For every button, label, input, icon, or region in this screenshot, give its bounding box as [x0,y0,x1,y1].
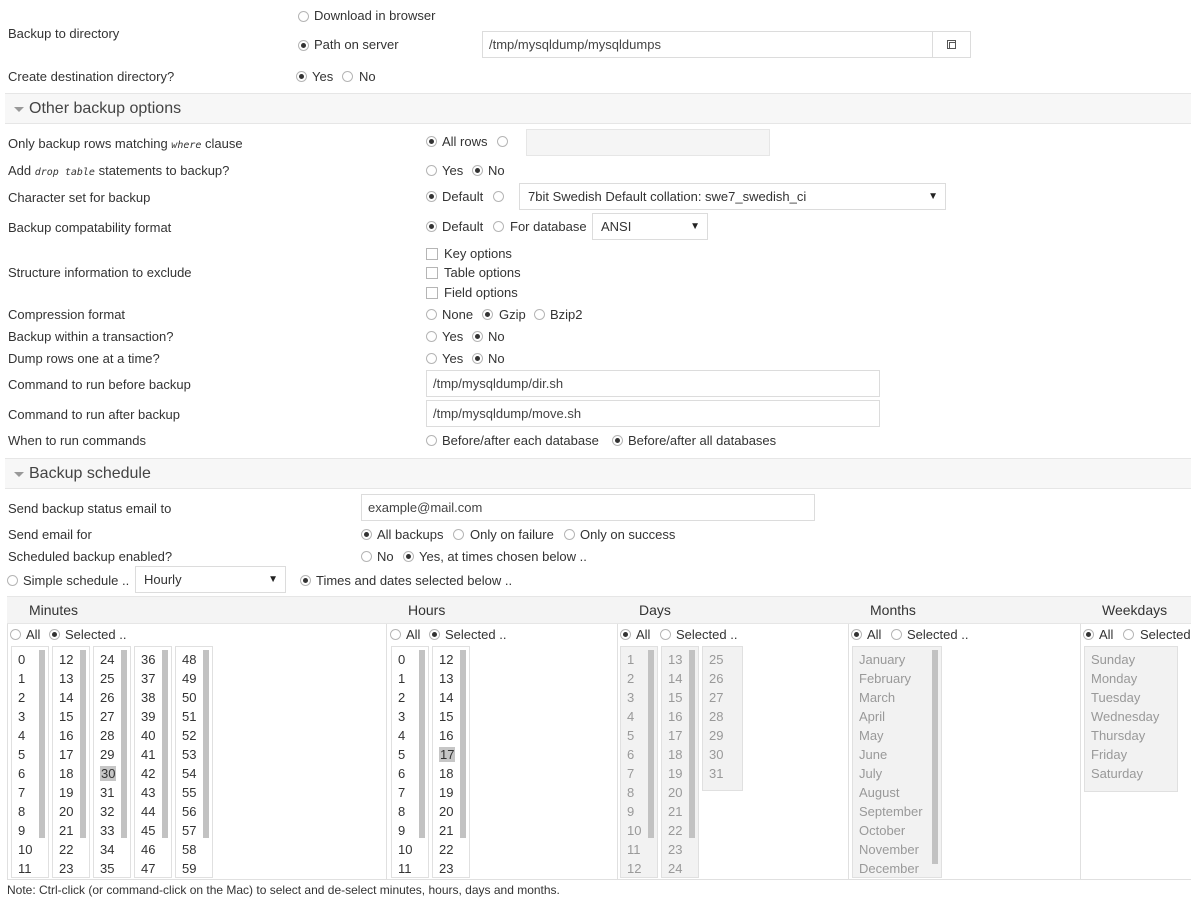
list-option[interactable]: 54 [182,766,197,781]
download-in-browser-label: Download in browser [314,8,436,23]
list-option[interactable]: 11 [18,861,32,876]
dump-rows-no-radio[interactable] [472,353,483,364]
transaction-label: Backup within a transaction? [8,329,174,344]
list-option[interactable]: 22 [59,842,74,857]
list-option[interactable]: 36 [141,652,156,667]
list-option[interactable]: 19 [668,766,683,781]
cmd-after-input[interactable]: /tmp/mysqldump/move.sh [426,400,880,427]
list-option[interactable]: 16 [59,728,74,743]
list-option[interactable]: Sunday [1091,652,1136,667]
table-options-label: Table options [444,265,521,280]
list-option[interactable]: 8 [398,804,406,819]
list-option[interactable]: 4 [18,728,26,743]
list-option[interactable]: March [859,690,896,705]
list-option[interactable]: 9 [18,823,26,838]
dump-rows-label: Dump rows one at a time? [8,351,160,366]
list-option[interactable]: October [859,823,906,838]
list-option[interactable]: 13 [59,671,74,686]
list-option[interactable]: 58 [182,842,197,857]
list-option[interactable]: 5 [627,728,635,743]
charset-default-label: Default [442,189,484,204]
dump-rows-no-label: No [488,351,505,366]
dump-rows-yes-radio[interactable] [426,353,437,364]
list-option[interactable]: June [859,747,888,762]
times-dates-radio[interactable] [300,575,311,586]
list-option[interactable]: 37 [141,671,156,686]
dropdown-arrow-icon: ▼ [928,191,938,202]
minutes-selected-radio[interactable] [49,629,60,640]
list-option[interactable]: 3 [398,709,406,724]
hours-all-label: All [406,627,421,642]
hours-all-radio[interactable] [390,629,401,640]
list-option[interactable]: January [859,652,906,667]
status-email-label: Send backup status email to [8,501,172,516]
list-option[interactable]: 31 [709,766,724,781]
minutes-list-2[interactable] [93,646,131,878]
simple-schedule-select[interactable]: Hourly ▼ [135,566,286,593]
dump-rows-yes-label: Yes [442,351,464,366]
list-option[interactable]: 2 [18,690,26,705]
path-on-server-radio[interactable] [298,40,309,51]
other-options-title: Other backup options [29,100,182,117]
list-option[interactable]: 22 [668,823,683,838]
list-option[interactable]: 15 [439,709,454,724]
list-option[interactable]: May [859,728,884,743]
list-option[interactable]: September [859,804,923,819]
minutes-list-1[interactable] [52,646,90,878]
list-option[interactable]: 44 [141,804,156,819]
list-option[interactable]: 32 [100,804,115,819]
months-all-radio[interactable] [851,629,862,640]
list-option[interactable]: 24 [100,652,115,667]
scheduled-enabled-label: Scheduled backup enabled? [8,549,173,564]
key-options-label: Key options [444,246,512,261]
list-option[interactable]: 57 [182,823,197,838]
transaction-no-label: No [488,329,505,344]
hours-selected-radio[interactable] [429,629,440,640]
send-email-for-label: Send email for [8,527,92,542]
compression-none-label: None [442,307,474,322]
minutes-all-radio[interactable] [10,629,21,640]
compression-label: Compression format [8,307,126,322]
charset-custom-radio[interactable] [493,191,504,202]
list-option[interactable]: 4 [398,728,406,743]
minutes-list-0[interactable] [11,646,49,878]
list-option[interactable]: 29 [709,728,724,743]
scrollbar[interactable] [932,650,938,864]
key-options-checkbox[interactable] [426,248,438,260]
list-option[interactable]: 14 [668,671,683,686]
list-option[interactable]: Wednesday [1091,709,1160,724]
list-option[interactable]: 15 [668,690,683,705]
cmd-after-label: Command to run after backup [8,407,180,422]
list-option[interactable]: 12 [439,652,454,667]
list-option[interactable]: 1 [627,652,635,667]
list-option[interactable]: 6 [398,766,406,781]
field-options-label: Field options [444,285,518,300]
list-option[interactable]: 8 [627,785,635,800]
schedule-no-radio[interactable] [361,551,372,562]
days-list-1[interactable] [661,646,699,878]
charset-label: Character set for backup [8,190,151,205]
where-clause-input[interactable] [526,129,770,156]
list-option[interactable]: 10 [18,842,33,857]
list-option[interactable]: 5 [18,747,26,762]
minutes-list-3[interactable] [134,646,172,878]
list-option[interactable]: 28 [100,728,115,743]
scrollbar[interactable] [460,650,466,838]
list-option[interactable]: 15 [59,709,74,724]
scrollbar[interactable] [162,650,168,838]
drop-table-yes-radio[interactable] [426,165,437,176]
months-all-label: All [867,627,882,642]
months-selected-radio[interactable] [891,629,902,640]
list-option[interactable]: 17 [59,747,74,762]
list-option[interactable]: 10 [627,823,642,838]
list-option[interactable]: 13 [439,671,454,686]
compat-for-database-radio[interactable] [493,221,504,232]
list-option[interactable]: 23 [59,861,74,876]
list-option[interactable]: 39 [141,709,156,724]
backup-schedule-header[interactable] [5,458,1191,489]
download-in-browser-radio[interactable] [298,11,309,22]
list-option[interactable]: 27 [709,690,724,705]
list-option[interactable]: 26 [709,671,724,686]
charset-select[interactable]: 7bit Swedish Default collation: swe7_swedish_ci ▼ [519,183,946,210]
list-option[interactable]: 43 [141,785,156,800]
where-clause-label: Only backup rows matching where clause [8,136,243,151]
list-option[interactable]: 28 [709,709,724,724]
compression-bzip2-label: Bzip2 [550,307,583,322]
list-option[interactable]: 9 [627,804,635,819]
list-option[interactable]: 11 [398,861,412,876]
list-option[interactable]: 27 [100,709,115,724]
list-option[interactable]: 26 [100,690,115,705]
list-option[interactable]: April [859,709,886,724]
list-option[interactable]: 52 [182,728,197,743]
list-option[interactable]: Saturday [1091,766,1144,781]
days-selected-label: Selected .. [676,627,738,642]
all-db-radio[interactable] [612,435,623,446]
transaction-yes-radio[interactable] [426,331,437,342]
scrollbar[interactable] [689,650,695,838]
scrollbar[interactable] [203,650,209,838]
create-dir-no-radio[interactable] [342,71,353,82]
path-on-server-label: Path on server [314,37,399,52]
list-option[interactable]: 3 [627,690,635,705]
minutes-all-label: All [26,627,41,642]
list-option[interactable]: 55 [182,785,197,800]
list-option[interactable]: 1 [18,671,26,686]
list-option[interactable]: 17 [668,728,683,743]
scrollbar[interactable] [419,650,425,838]
schedule-grid-header [7,596,1191,624]
transaction-no-radio[interactable] [472,331,483,342]
list-option[interactable]: 11 [627,842,641,857]
minutes-selected-label: Selected .. [65,627,127,642]
months-selected-label: Selected .. [907,627,969,642]
create-dir-no-label: No [359,69,376,84]
list-option[interactable]: 10 [398,842,413,857]
list-option[interactable]: 29 [100,747,115,762]
list-option[interactable]: 5 [398,747,406,762]
file-chooser-button[interactable] [932,31,971,58]
weekdays-selected-label: Selected [1140,627,1191,642]
list-option[interactable]: November [859,842,919,857]
list-option[interactable]: 2 [627,671,635,686]
list-option[interactable]: 48 [182,652,197,667]
weekdays-selected-radio[interactable] [1123,629,1134,640]
list-option[interactable]: 19 [439,785,454,800]
all-db-label: Before/after all databases [628,433,777,448]
minutes-title: Minutes [29,602,79,618]
list-option[interactable]: 8 [18,804,26,819]
list-option[interactable]: December [859,861,919,876]
list-option[interactable]: 21 [59,823,74,838]
list-option[interactable]: 45 [141,823,156,838]
list-option[interactable]: 0 [18,652,26,667]
list-option[interactable]: 18 [668,747,683,762]
dropdown-arrow-icon: ▼ [268,574,278,585]
only-failure-radio[interactable] [453,529,464,540]
list-option[interactable]: 33 [100,823,115,838]
compat-for-database-label: For database [510,219,587,234]
minutes-list-4[interactable] [175,646,213,878]
list-option[interactable]: 6 [18,766,26,781]
days-all-radio[interactable] [620,629,631,640]
days-title: Days [639,602,671,618]
server-path-input[interactable]: /tmp/mysqldump/mysqldumps [482,31,933,58]
list-option[interactable]: 6 [627,747,635,762]
list-option[interactable]: 47 [141,861,156,876]
schedule-yes-radio[interactable] [403,551,414,562]
list-option[interactable]: 1 [398,671,406,686]
compat-format-select[interactable]: ANSI ▼ [592,213,708,240]
list-option[interactable]: 16 [439,728,454,743]
days-list-2[interactable] [702,646,743,791]
list-option[interactable]: 3 [18,709,26,724]
drop-table-no-label: No [488,163,505,178]
list-option[interactable]: 30 [709,747,724,762]
list-option[interactable]: 4 [627,709,635,724]
scrollbar[interactable] [648,650,654,838]
times-dates-label: Times and dates selected below .. [316,573,513,588]
scrollbar[interactable] [80,650,86,838]
weekdays-all-radio[interactable] [1083,629,1094,640]
schedule-note: Note: Ctrl-click (or command-click on the Mac) to select and de-select minutes, hours, days and months. [7,883,560,897]
list-option[interactable]: 50 [182,690,197,705]
list-option[interactable]: 17 [440,747,455,762]
when-run-label: When to run commands [8,433,147,448]
list-option[interactable]: 7 [627,766,635,781]
weekdays-list[interactable] [1084,646,1178,792]
list-option[interactable]: 25 [100,671,115,686]
list-option[interactable]: Friday [1091,747,1128,762]
list-option[interactable]: 56 [182,804,197,819]
list-option[interactable]: 16 [668,709,683,724]
list-option[interactable]: 19 [59,785,74,800]
list-option[interactable]: 53 [182,747,197,762]
create-destination-label: Create destination directory? [8,69,175,84]
months-list[interactable] [852,646,942,878]
list-option[interactable]: 20 [59,804,74,819]
list-option[interactable]: Tuesday [1091,690,1141,705]
compression-bzip2-radio[interactable] [534,309,545,320]
compat-default-radio[interactable] [426,221,437,232]
list-option[interactable]: 59 [182,861,197,876]
cmd-before-label: Command to run before backup [8,377,191,392]
list-option[interactable]: 14 [439,690,454,705]
list-option[interactable]: 20 [668,785,683,800]
list-option[interactable]: 35 [100,861,115,876]
list-option[interactable]: 42 [141,766,156,781]
each-db-radio[interactable] [426,435,437,446]
hours-title: Hours [408,602,446,618]
list-option[interactable]: 12 [59,652,74,667]
table-options-checkbox[interactable] [426,267,438,279]
compat-default-label: Default [442,219,484,234]
compression-none-radio[interactable] [426,309,437,320]
list-option[interactable]: 23 [439,861,454,876]
days-list-0[interactable] [620,646,658,878]
create-dir-yes-label: Yes [312,69,334,84]
list-option[interactable]: 21 [439,823,454,838]
list-option[interactable]: 9 [398,823,406,838]
list-option[interactable]: 20 [439,804,454,819]
each-db-label: Before/after each database [442,433,599,448]
scrollbar[interactable] [39,650,45,838]
drop-table-no-radio[interactable] [472,165,483,176]
list-option[interactable]: 18 [59,766,74,781]
all-backups-radio[interactable] [361,529,372,540]
weekdays-title: Weekdays [1102,602,1168,618]
hours-list-1[interactable] [432,646,470,878]
list-option[interactable]: 30 [101,766,116,781]
list-option[interactable]: 49 [182,671,197,686]
list-option[interactable]: 14 [59,690,74,705]
only-failure-label: Only on failure [470,527,554,542]
list-option[interactable]: 34 [100,842,115,857]
compression-gzip-label: Gzip [499,307,526,322]
other-options-header[interactable] [5,93,1191,124]
structure-exclude-label: Structure information to exclude [8,265,192,280]
status-email-input[interactable]: example@mail.com [361,494,815,521]
drop-table-label: Add drop table statements to backup? [8,163,230,178]
list-option[interactable]: 24 [668,861,683,876]
cmd-before-input[interactable]: /tmp/mysqldump/dir.sh [426,370,880,397]
list-option[interactable]: 41 [141,747,156,762]
collapse-triangle-icon [14,107,24,112]
compression-gzip-radio[interactable] [482,309,493,320]
dropdown-arrow-icon: ▼ [690,221,700,232]
list-option[interactable]: 13 [668,652,683,667]
compat-format-label: Backup compatability format [8,220,172,235]
list-option[interactable]: 7 [398,785,406,800]
field-options-checkbox[interactable] [426,287,438,299]
where-clause-radio[interactable] [497,136,508,147]
list-option[interactable]: 38 [141,690,156,705]
schedule-no-label: No [377,549,394,564]
list-option[interactable]: August [859,785,900,800]
list-option[interactable]: 18 [439,766,454,781]
simple-schedule-radio[interactable] [7,575,18,586]
charset-default-radio[interactable] [426,191,437,202]
transaction-yes-label: Yes [442,329,464,344]
all-rows-label: All rows [442,134,488,149]
all-rows-radio[interactable] [426,136,437,147]
list-option[interactable]: 46 [141,842,156,857]
list-option[interactable]: 23 [668,842,683,857]
list-option[interactable]: 21 [668,804,683,819]
months-title: Months [870,602,916,618]
simple-schedule-label: Simple schedule .. [23,573,130,588]
list-option[interactable]: Thursday [1091,728,1146,743]
create-dir-yes-radio[interactable] [296,71,307,82]
list-option[interactable]: 7 [18,785,26,800]
list-option[interactable]: July [859,766,883,781]
only-success-label: Only on success [580,527,676,542]
all-backups-label: All backups [377,527,444,542]
hours-list-0[interactable] [391,646,429,878]
list-option[interactable]: 51 [182,709,197,724]
scrollbar[interactable] [121,650,127,838]
list-option[interactable]: 12 [627,861,642,876]
hours-selected-label: Selected .. [445,627,507,642]
list-option[interactable]: 2 [398,690,406,705]
drop-table-yes-label: Yes [442,163,464,178]
list-option[interactable]: 0 [398,652,406,667]
days-all-label: All [636,627,651,642]
days-selected-radio[interactable] [660,629,671,640]
weekdays-all-label: All [1099,627,1114,642]
list-option[interactable]: 22 [439,842,454,857]
list-option[interactable]: 40 [141,728,156,743]
list-option[interactable]: Monday [1091,671,1138,686]
list-option[interactable]: 25 [709,652,724,667]
backup-to-directory-label: Backup to directory [8,26,120,41]
list-option[interactable]: February [859,671,912,686]
collapse-triangle-icon [14,472,24,477]
schedule-yes-label: Yes, at times chosen below .. [419,549,587,564]
list-option[interactable]: 31 [100,785,115,800]
backup-schedule-title: Backup schedule [29,465,151,482]
only-success-radio[interactable] [564,529,575,540]
